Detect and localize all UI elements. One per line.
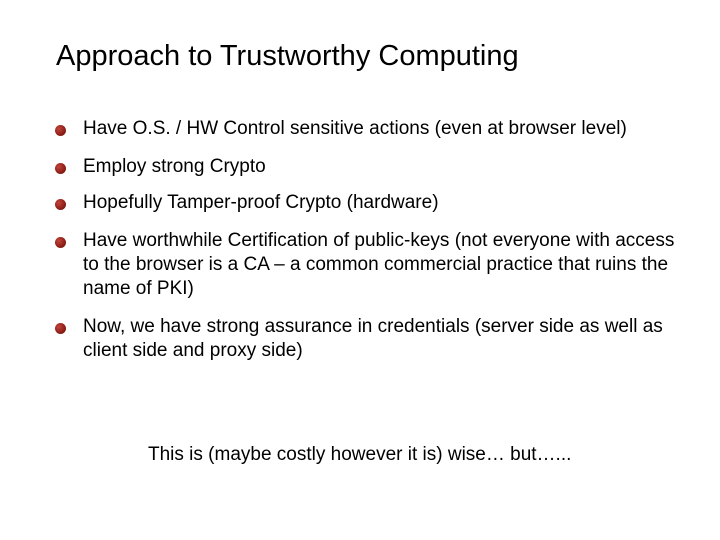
bullet-text: Now, we have strong assurance in credentials (server side as well as client side and proxy side) bbox=[83, 316, 663, 361]
bullet-dot-icon bbox=[55, 163, 66, 174]
bullet-text: Hopefully Tamper-proof Crypto (hardware) bbox=[83, 192, 439, 213]
bullet-item bbox=[54, 155, 694, 179]
bullet-item bbox=[54, 191, 694, 215]
bullet-dot-icon bbox=[55, 125, 66, 136]
bullet-dot-icon bbox=[55, 323, 66, 334]
bullet-item bbox=[54, 315, 694, 363]
bullet-item bbox=[54, 229, 694, 301]
slide-title: Approach to Trustworthy Computing bbox=[56, 40, 519, 72]
closing-note: This is (maybe costly however it is) wise… but…... bbox=[148, 444, 572, 465]
bullet-dot-icon bbox=[55, 237, 66, 248]
bullet-text: Have O.S. / HW Control sensitive actions (even at browser level) bbox=[83, 118, 627, 139]
bullet-text: Have worthwhile Certification of public-keys (not everyone with access to the browser is a CA – a common commercial practice that ruins the name of PKI) bbox=[83, 230, 675, 299]
bullet-list bbox=[54, 117, 694, 377]
bullet-item bbox=[54, 117, 694, 141]
bullet-text: Employ strong Crypto bbox=[83, 156, 266, 177]
bullet-dot-icon bbox=[55, 199, 66, 210]
